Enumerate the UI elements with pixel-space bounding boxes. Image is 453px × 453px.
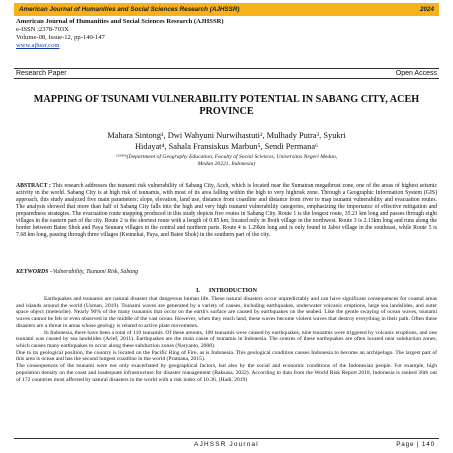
body-paragraph-3: Due to its geological position, the country is located on the Pacific Ring of Fire, as is Indonesia. This geological condition causes Indonesia to become an archipelago. The largest part of this area is ocean and has the second longest coastline in the world (Pramana, 2015). bbox=[16, 349, 437, 363]
section-number: I. bbox=[196, 288, 200, 294]
journal-url-link[interactable]: www.ajhssr.com bbox=[16, 42, 60, 50]
journal-eissn: e-ISSN :2378-703X bbox=[16, 26, 69, 34]
paper-title: MAPPING OF TSUNAMI VULNERABILITY POTENTIAL IN SABANG CITY, ACEH PROVINCE bbox=[33, 94, 420, 117]
journal-banner bbox=[14, 3, 439, 16]
body-paragraph-1: Earthquakes and tsunamis are natural disaster that dangerous human life. These natural disasters occur unpredictably and can have significant consequences for coastal areas and islands around the world (Usman, 2019). Tsunami waves are generated by a variety of causes, including earthquakes, underwater volcanic eruptions, large sea landslides, and outer space object (meteorite). Nearly 90% of the many tsunamis that occur on the earth's surface are caused by earthquakes on the seabed. Like the gentle swaying of ocean waves, tsunami waves cannot be felt or even observed in the middle of the vast ocean. However, when they reach land, these waves become violent waves that destroy everything in their path. Often these disasters are a threat in areas whose geology is related to active plate movements. bbox=[16, 296, 437, 329]
abstract-label: ABSTRACT : bbox=[16, 183, 51, 189]
author-line-1: Mahara Sintong¹, Dwi Wahyuni Nurwihastuti², Mulhady Putra³, Syukri bbox=[107, 131, 346, 140]
author-affiliation bbox=[50, 154, 403, 168]
keywords-value: –Vulnerability, Tsunami Risk, Sabang bbox=[49, 269, 139, 275]
keywords bbox=[16, 269, 437, 276]
banner-year: 2024 bbox=[419, 6, 434, 13]
journal-volume: Volume-08, Issue-12, pp-140-147 bbox=[16, 34, 105, 42]
author-list bbox=[40, 131, 413, 152]
section-heading bbox=[0, 288, 453, 295]
keywords-label: KEYWORDS bbox=[16, 269, 49, 275]
body-paragraph-4: The consequences of the tsunami were not only exacerbated by geographical factors, but also by the social and economic conditions of the Indonesian people. For example, high population density on the coast and inadequate infrastructure for disaster management (Raksasa, 2022). According to data from the World Risk Report 2018, Indonesia is ranked 36th out of 172 countries most affected by natural disasters in the world with a risk index of 10.36. (Hadi, 2019) bbox=[16, 363, 437, 383]
journal-name: American Journal of Humanities and Social Sciences Research (AJHSSR) bbox=[16, 18, 224, 25]
paper-type-bar bbox=[14, 68, 439, 79]
abstract bbox=[16, 183, 437, 239]
section-title: INTRODUCTION bbox=[208, 288, 257, 294]
footer-journal: AJHSSR Journal bbox=[194, 440, 259, 448]
abstract-text: This research addresses the tsunami risk vulnerability of Sabang City, Aceh, which is located near the Sumatran megathrust zone, one of the areas of highest seismic activity in the world. Sabang City is at high risk of tsunamis, with most of its area falling within the high to very highrisk zone. Through a Geographic Information System (GIS) approach, this study analyzed five main parameters: slope, elevation, land use, distance from coastline and distance from river to map tsunami vulnerability and evacuation routes. The analysis showed that more than half of Sabang City falls into the high and very high tsunami vulnerability categories, emphasizing the importance of effective mitigation and preparedness strategies. The evacuation route mapping produced in this study depicts five routes in Sabang City. Route 1 is the longest route, 35.21 km long and passes through eight villages in the eastern part of the city. Route 2 is the shortest route with a length of 0.85 km, located only in Iboih village in the northwest. Route 3 is 2.13km long and runs along the border between Batee Shok and Paya Seunara villages in the central and northern parts. Route 4 is 1.29km long and is only found in Jaboi village in the southeast, while Route 5 is 7.68 km long, passing through three villages (Keunekai, Paya, and Batee Shok) in the southern part of the city. bbox=[16, 183, 437, 239]
affiliation-line-2: Medan 20221, Indonesia) bbox=[197, 161, 256, 167]
banner-journal-name: American Journal of Humanities and Social Sciences Research (AJHSSR) bbox=[19, 6, 240, 13]
body-text bbox=[16, 296, 437, 383]
affiliation-line-1: ¹²³⁴⁵⁶(Department of Geography Education, Faculty of Social Sciences, Universitas Negeri Medan, bbox=[115, 154, 338, 160]
journal-info bbox=[16, 18, 436, 50]
page-footer bbox=[14, 438, 439, 449]
access-type: Open Access bbox=[395, 70, 437, 77]
author-line-2: Hidayat⁴, Sahala Fransiskus Marbun⁵, Sendi Permana⁶ bbox=[135, 141, 318, 151]
body-paragraph-2: In Indonesia, there have been a total of 110 tsunamis. Of these amouts, 100 tsunamis were caused by earthquakes, nine tsunamis were triggered by volcanic eruptions, and one tsunami was caused by sea landslides (Arief, 2011). Earthquakes are the main cause of tsunamis in Indonesia. The centres of these earthquakes are often located near subduction zones, which causes many earthquakes to occur along these subduction zones (Naryanto, 2008). bbox=[16, 329, 437, 350]
footer-page-number: Page | 140 bbox=[396, 440, 435, 448]
paper-type: Research Paper bbox=[16, 70, 67, 77]
